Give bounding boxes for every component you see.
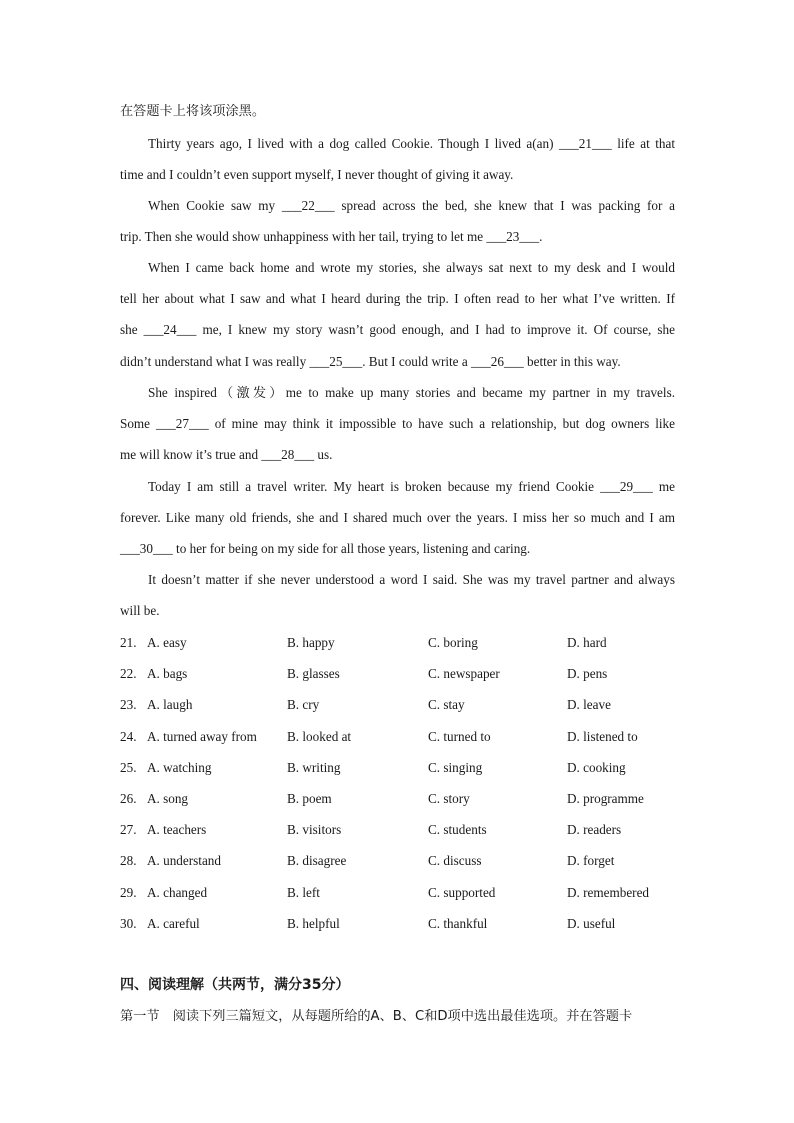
question-number: 25. [120, 760, 137, 775]
option-d: D. hard [567, 635, 607, 650]
option-c: C. story [428, 791, 470, 806]
question-row [120, 729, 675, 745]
question-row [120, 916, 675, 932]
question-row [120, 697, 675, 713]
option-c: C. newspaper [428, 666, 500, 681]
question-number: 22. [120, 666, 137, 681]
option-d: D. leave [567, 697, 611, 712]
option-d: D. programme [567, 791, 644, 806]
option-c: C. boring [428, 635, 478, 650]
question-row [120, 666, 675, 682]
option-b: B. looked at [287, 729, 352, 744]
passage-line: When I came back home and wrote my stories, she always sat next to my desk and I would [148, 260, 675, 275]
option-d: D. readers [567, 822, 622, 837]
question-number: 27. [120, 822, 137, 837]
option-c: C. discuss [428, 853, 482, 868]
passage-line: Today I am still a travel writer. My heart is broken because my friend Cookie ___29___ me [148, 479, 675, 494]
section-instruction: 第一节 阅读下列三篇短文，从每题所给的A、B、C和D项中选出最佳选项。并在答题卡 [120, 1009, 633, 1024]
option-c: C. turned to [428, 729, 491, 744]
passage-line: she ___24___ me, I knew my story wasn’t good enough, and I had to improve it. Of course, she [120, 322, 675, 337]
option-c: C. thankful [428, 916, 488, 931]
option-b: B. visitors [287, 822, 342, 837]
option-a: A. bags [147, 666, 188, 681]
section-heading: 四、阅读理解（共两节，满分35分） [120, 977, 350, 993]
option-a: A. watching [147, 760, 212, 775]
option-d: D. cooking [567, 760, 626, 775]
passage-line: It doesn’t matter if she never understood a word I said. She was my travel partner and always [148, 572, 675, 587]
question-number: 24. [120, 729, 137, 744]
question-number: 26. [120, 791, 137, 806]
option-a: A. laugh [147, 697, 193, 712]
passage-line: will be. [120, 603, 160, 618]
passage-line: didn’t understand what I was really ___25___. But I could write a ___26___ better in this way. [120, 354, 621, 369]
question-row [120, 791, 675, 807]
passage-line: tell her about what I saw and what I heard during the trip. I often read to her what I’ve written. If [120, 291, 675, 306]
option-b: B. glasses [287, 666, 340, 681]
option-d: D. remembered [567, 885, 650, 900]
option-d: D. forget [567, 853, 615, 868]
option-b: B. happy [287, 635, 335, 650]
passage-line: forever. Like many old friends, she and I shared much over the years. I miss her so much and I am [120, 510, 675, 525]
option-a: A. easy [147, 635, 187, 650]
option-b: B. writing [287, 760, 341, 775]
option-a: A. song [147, 791, 189, 806]
option-c: C. students [428, 822, 487, 837]
option-b: B. disagree [287, 853, 347, 868]
passage-line: trip. Then she would show unhappiness with her tail, trying to let me ___23___. [120, 229, 543, 244]
passage-line: When Cookie saw my ___22___ spread across the bed, she knew that I was packing for a [148, 198, 675, 213]
option-d: D. useful [567, 916, 616, 931]
option-c: C. singing [428, 760, 483, 775]
option-a: A. turned away from [147, 729, 257, 744]
option-b: B. helpful [287, 916, 340, 931]
passage-line: She inspired（激发）me to make up many stories and became my partner in my travels. [148, 385, 675, 400]
question-row [120, 760, 675, 776]
passage-line: ___30___ to her for being on my side for all those years, listening and caring. [120, 541, 531, 556]
option-a: A. changed [147, 885, 208, 900]
option-c: C. stay [428, 697, 465, 712]
question-row [120, 822, 675, 838]
option-d: D. pens [567, 666, 608, 681]
question-number: 21. [120, 635, 137, 650]
option-c: C. supported [428, 885, 496, 900]
question-row [120, 885, 675, 901]
passage-line: Some ___27___ of mine may think it impossible to have such a relationship, but dog owners like [120, 416, 675, 431]
option-b: B. cry [287, 697, 320, 712]
passage-line: Thirty years ago, I lived with a dog called Cookie. Though I lived a(an) ___21___ life at that [148, 136, 675, 151]
option-b: B. poem [287, 791, 332, 806]
option-d: D. listened to [567, 729, 638, 744]
question-number: 23. [120, 697, 137, 712]
intro-tail: 在答题卡上将该项涂黑。 [120, 104, 266, 119]
option-a: A. understand [147, 853, 221, 868]
passage-line: me will know it’s true and ___28___ us. [120, 447, 333, 462]
question-number: 29. [120, 885, 137, 900]
option-a: A. careful [147, 916, 200, 931]
option-b: B. left [287, 885, 320, 900]
passage-line: time and I couldn’t even support myself, I never thought of giving it away. [120, 167, 514, 182]
question-number: 28. [120, 853, 137, 868]
option-a: A. teachers [147, 822, 207, 837]
question-row [120, 853, 675, 869]
question-row [120, 635, 675, 651]
question-number: 30. [120, 916, 137, 931]
